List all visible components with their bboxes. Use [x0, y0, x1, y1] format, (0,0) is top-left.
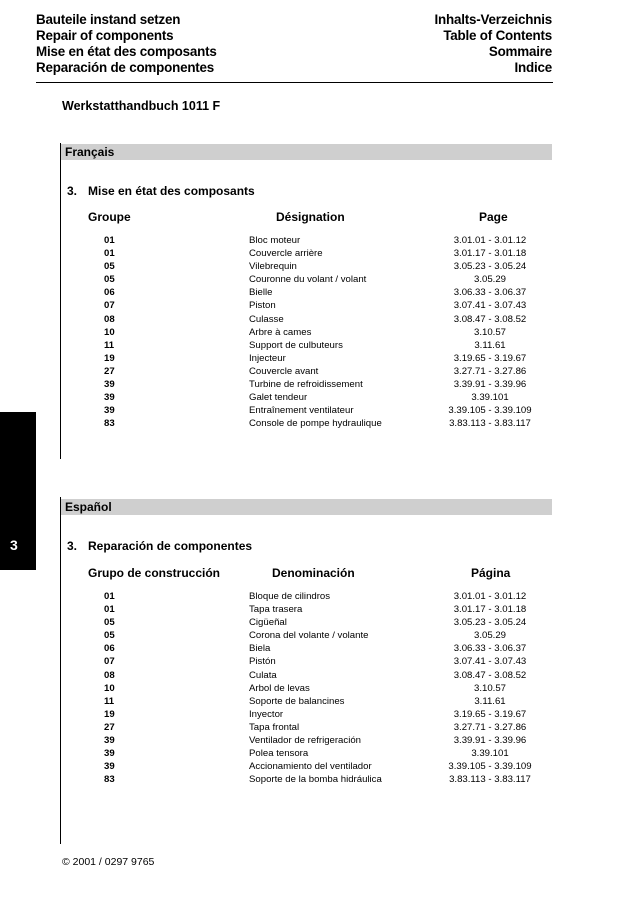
group-cell: 05 — [104, 617, 115, 629]
group-cell: 05 — [104, 630, 115, 642]
group-cell: 27 — [104, 365, 115, 377]
page-cell: 3.08.47 - 3.08.52 — [453, 669, 527, 681]
table-row — [0, 339, 638, 352]
table-row — [0, 603, 638, 616]
table-french — [0, 234, 638, 430]
group-cell: 10 — [104, 326, 115, 338]
group-cell: 39 — [104, 379, 115, 391]
column-header-group: Groupe — [88, 210, 131, 224]
chapter-title-french — [67, 184, 255, 198]
chapter-side-tab-number: 3 — [10, 537, 18, 553]
group-cell: 39 — [104, 748, 115, 760]
designation-cell: Inyector — [249, 708, 284, 720]
group-cell: 07 — [104, 300, 115, 312]
page-cell: 3.10.57 — [473, 326, 506, 338]
designation-cell: Arbol de levas — [249, 682, 310, 694]
page-cell: 3.06.33 - 3.06.37 — [453, 643, 527, 655]
group-cell: 01 — [104, 248, 115, 260]
header-right — [435, 12, 553, 76]
designation-cell: Entraînement ventilateur — [249, 405, 354, 417]
header-title-fr: Mise en état des composants — [36, 44, 217, 59]
table-row — [0, 313, 638, 326]
chapter-title-spanish — [67, 539, 252, 553]
page-cell: 3.39.105 - 3.39.109 — [448, 761, 532, 773]
page-cell: 3.39.101 — [471, 392, 509, 404]
section-bar-spanish: Español — [61, 499, 552, 515]
header-left — [36, 12, 217, 76]
table-row — [0, 642, 638, 655]
table-row — [0, 378, 638, 391]
group-cell: 11 — [104, 695, 115, 707]
column-header-designation: Désignation — [276, 210, 345, 224]
group-cell: 39 — [104, 392, 115, 404]
group-cell: 39 — [104, 735, 115, 747]
table-row — [0, 365, 638, 378]
column-header-page: Page — [479, 210, 508, 224]
table-row — [0, 234, 638, 247]
table-row — [0, 760, 638, 773]
designation-cell: Accionamiento del ventilador — [249, 761, 372, 773]
page-cell: 3.39.105 - 3.39.109 — [448, 405, 532, 417]
page-cell: 3.83.113 - 3.83.117 — [449, 418, 531, 430]
table-row — [0, 695, 638, 708]
group-cell: 11 — [104, 339, 115, 351]
page-cell: 3.19.65 - 3.19.67 — [453, 352, 527, 364]
chapter-title-text: Reparación de componentes — [88, 539, 253, 553]
table-row — [0, 669, 638, 682]
designation-cell: Turbine de refroidissement — [249, 379, 363, 391]
table-row — [0, 747, 638, 760]
page-cell: 3.07.41 - 3.07.43 — [453, 300, 527, 312]
table-row — [0, 391, 638, 404]
page-cell: 3.11.61 — [474, 695, 506, 707]
column-header-group: Grupo de construcción — [88, 566, 221, 580]
designation-cell: Support de culbuteurs — [249, 339, 343, 351]
group-cell: 06 — [104, 643, 115, 655]
group-cell: 01 — [104, 591, 115, 602]
table-row — [0, 721, 638, 734]
table-row — [0, 247, 638, 260]
table-row — [0, 352, 638, 365]
designation-cell: Couvercle avant — [249, 365, 319, 377]
group-cell: 05 — [104, 261, 115, 273]
table-row — [0, 590, 638, 603]
table-row — [0, 655, 638, 668]
group-cell: 39 — [104, 761, 115, 773]
chapter-number: 3. — [67, 184, 78, 198]
designation-cell: Ventilador de refrigeración — [249, 735, 361, 747]
designation-cell: Console de pompe hydraulique — [249, 418, 382, 430]
designation-cell: Couvercle arrière — [249, 248, 323, 260]
designation-cell: Polea tensora — [249, 748, 309, 760]
table-row — [0, 326, 638, 339]
page-cell: 3.07.41 - 3.07.43 — [453, 656, 527, 668]
designation-cell: Bielle — [249, 287, 273, 299]
header-index-de: Inhalts-Verzeichnis — [434, 12, 552, 27]
table-row — [0, 260, 638, 273]
group-cell: 83 — [104, 774, 115, 786]
page-cell: 3.27.71 - 3.27.86 — [453, 365, 527, 377]
page-cell: 3.19.65 - 3.19.67 — [453, 708, 527, 720]
page-cell: 3.05.29 — [473, 630, 506, 642]
chapter-side-tab — [0, 412, 36, 570]
designation-cell: Soporte de la bomba hidráulica — [249, 774, 382, 786]
group-cell: 39 — [104, 405, 115, 417]
designation-cell: Bloc moteur — [249, 235, 301, 246]
group-cell: 10 — [104, 682, 115, 694]
designation-cell: Tapa trasera — [249, 604, 303, 616]
page-cell: 3.39.91 - 3.39.96 — [453, 735, 527, 747]
column-header-designation: Denominación — [272, 566, 355, 580]
section-bar-french: Français — [61, 144, 552, 160]
copyright-footer: © 2001 / 0297 9765 — [62, 856, 155, 868]
table-row — [0, 682, 638, 695]
header-title-es: Reparación de componentes — [36, 60, 215, 75]
page-cell: 3.01.17 - 3.01.18 — [453, 604, 527, 616]
manual-title: Werkstatthandbuch 1011 F — [62, 99, 221, 113]
group-cell: 06 — [104, 287, 115, 299]
header-index-es: Indice — [514, 60, 552, 75]
page-cell: 3.39.101 — [471, 748, 509, 760]
group-cell: 19 — [104, 352, 115, 364]
page-cell: 3.83.113 - 3.83.117 — [449, 774, 531, 786]
page-cell: 3.01.01 - 3.01.12 — [453, 235, 527, 246]
designation-cell: Pistón — [249, 656, 276, 668]
page-cell: 3.05.23 - 3.05.24 — [453, 617, 527, 629]
table-row — [0, 616, 638, 629]
header-title-de: Bauteile instand setzen — [36, 12, 181, 27]
table-row — [0, 734, 638, 747]
designation-cell: Corona del volante / volante — [249, 630, 369, 642]
table-row — [0, 299, 638, 312]
page-cell: 3.05.23 - 3.05.24 — [453, 261, 527, 273]
column-header-page: Página — [471, 566, 511, 580]
header-divider — [36, 82, 553, 83]
header-index-fr: Sommaire — [488, 44, 552, 59]
table-row — [0, 773, 638, 786]
page-cell: 3.39.91 - 3.39.96 — [453, 379, 527, 391]
chapter-number: 3. — [67, 539, 78, 553]
group-cell: 05 — [104, 274, 115, 286]
designation-cell: Injecteur — [249, 352, 286, 364]
designation-cell: Arbre à cames — [249, 326, 312, 338]
page-cell: 3.06.33 - 3.06.37 — [453, 287, 527, 299]
table-row — [0, 629, 638, 642]
designation-cell: Vilebrequin — [249, 261, 297, 273]
designation-cell: Couronne du volant / volant — [249, 274, 367, 286]
group-cell: 08 — [104, 313, 115, 325]
table-row — [0, 286, 638, 299]
table-row — [0, 708, 638, 721]
designation-cell: Soporte de balancines — [249, 695, 345, 707]
designation-cell: Cigüeñal — [249, 617, 287, 629]
chapter-title-text: Mise en état des composants — [88, 184, 255, 198]
page-cell: 3.11.61 — [474, 339, 506, 351]
group-cell: 19 — [104, 708, 115, 720]
designation-cell: Piston — [249, 300, 276, 312]
table-spanish — [0, 590, 638, 786]
designation-cell: Culata — [249, 669, 277, 681]
page-cell: 3.10.57 — [473, 682, 506, 694]
designation-cell: Galet tendeur — [249, 392, 308, 404]
group-cell: 27 — [104, 721, 115, 733]
page-cell: 3.05.29 — [473, 274, 506, 286]
designation-cell: Biela — [249, 643, 271, 655]
page-cell: 3.01.17 - 3.01.18 — [453, 248, 527, 260]
designation-cell: Culasse — [249, 313, 284, 325]
page-cell: 3.08.47 - 3.08.52 — [453, 313, 527, 325]
designation-cell: Bloque de cilindros — [249, 591, 331, 602]
page-cell: 3.01.01 - 3.01.12 — [453, 591, 527, 602]
table-row — [0, 404, 638, 417]
header-title-en: Repair of components — [36, 28, 174, 43]
group-cell: 01 — [104, 235, 115, 246]
group-cell: 83 — [104, 418, 115, 430]
table-row — [0, 417, 638, 430]
group-cell: 01 — [104, 604, 115, 616]
designation-cell: Tapa frontal — [249, 721, 300, 733]
header-index-en: Table of Contents — [443, 28, 552, 43]
group-cell: 08 — [104, 669, 115, 681]
page-cell: 3.27.71 - 3.27.86 — [453, 721, 527, 733]
group-cell: 07 — [104, 656, 115, 668]
table-row — [0, 273, 638, 286]
